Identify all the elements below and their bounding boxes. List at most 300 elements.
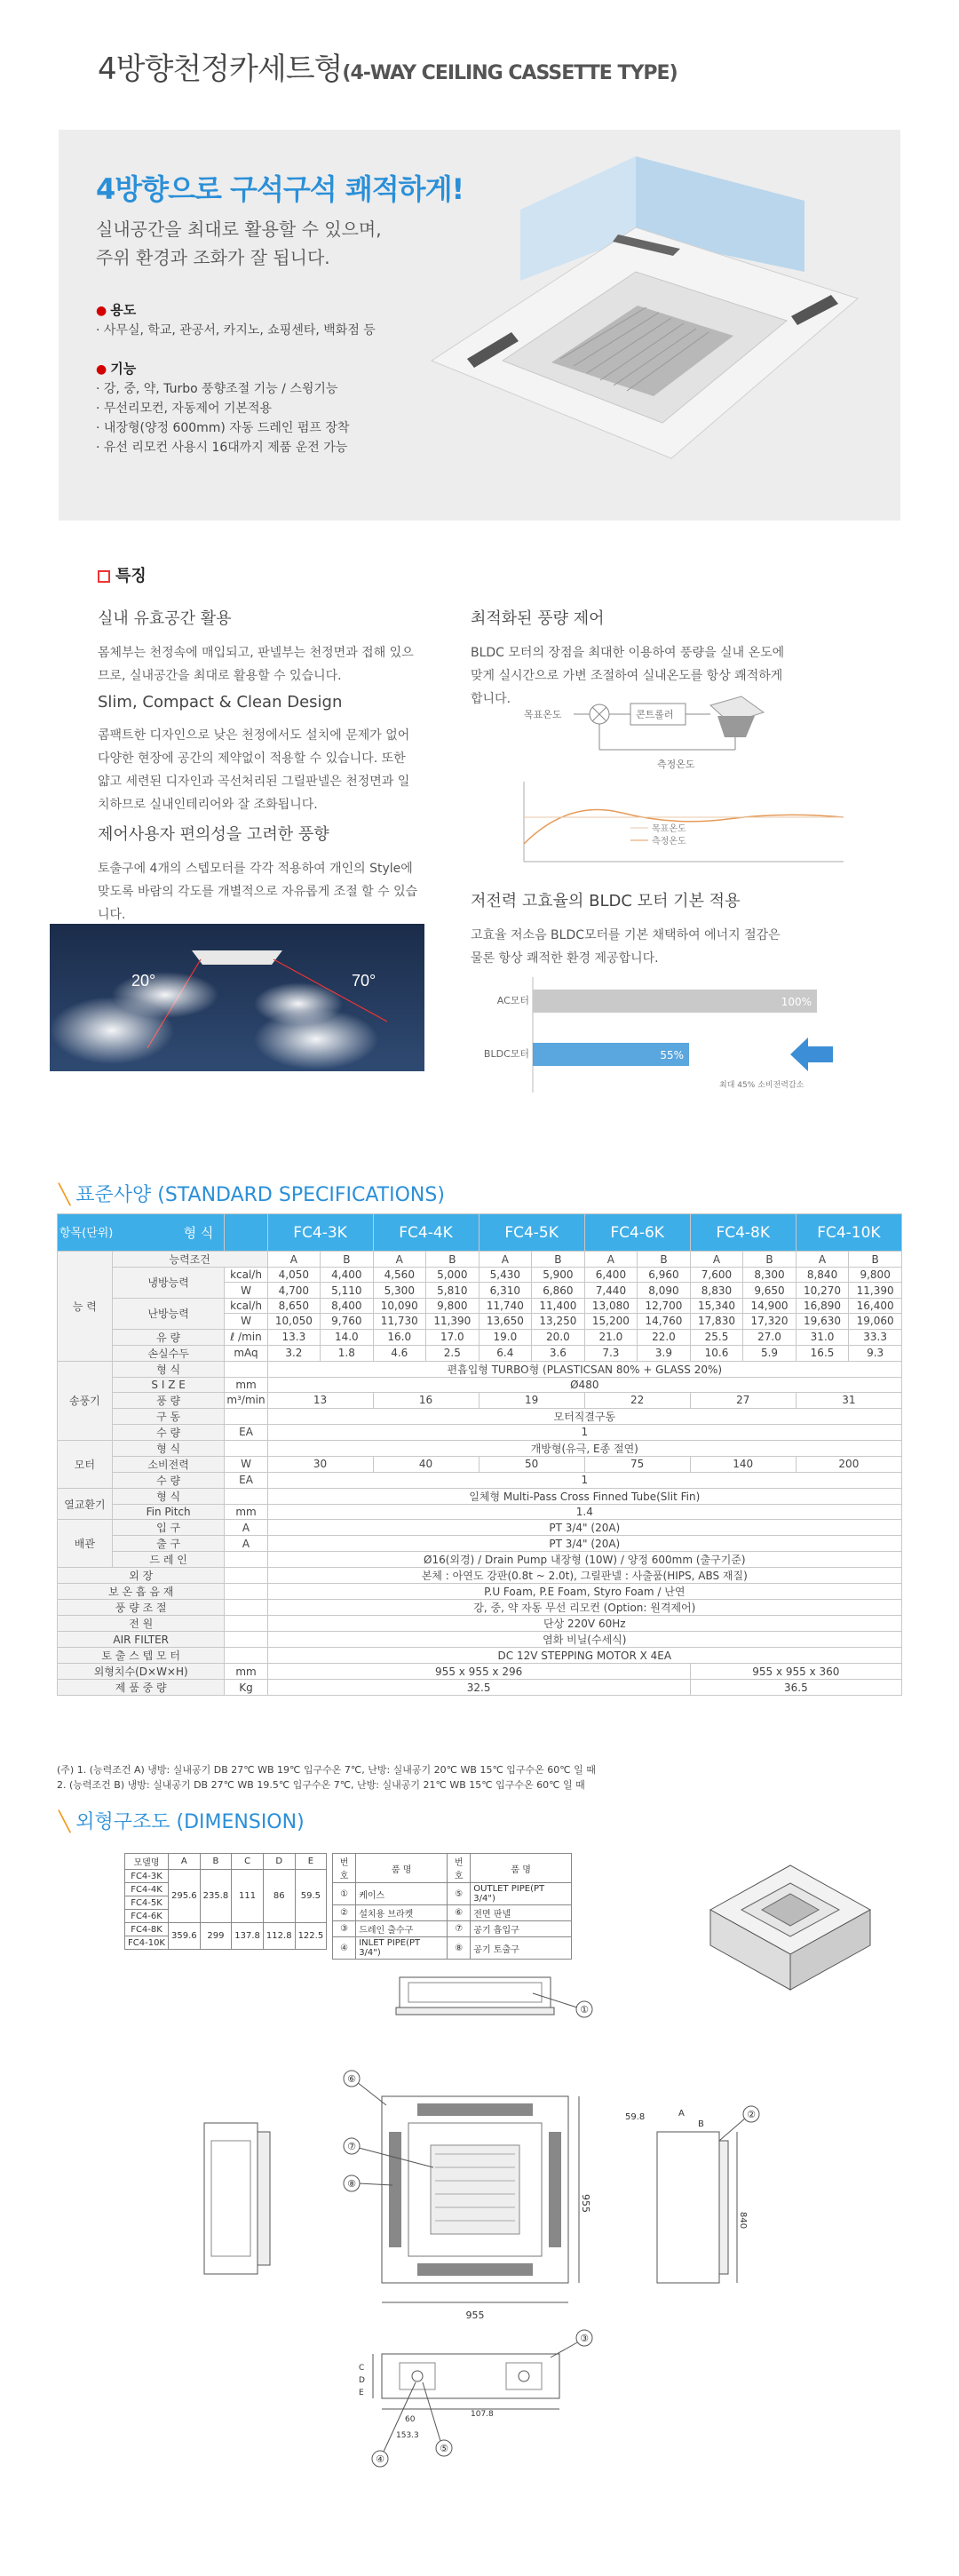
value-cell: 8,090 [638, 1283, 691, 1298]
value-cell: 14,900 [743, 1298, 797, 1313]
value-cell: 강, 중, 약 자동 무선 리모컨 (Option: 원격제어) [267, 1600, 901, 1616]
value-cell: 4,050 [267, 1268, 321, 1283]
value-cell: 32.5 [267, 1680, 690, 1696]
parts-cell: 공기 흡입구 [471, 1921, 572, 1937]
bullet-dot-icon: ● [96, 304, 107, 318]
value-cell: 14,760 [638, 1314, 691, 1329]
value-cell: 31.0 [796, 1329, 849, 1345]
function-item: 유선 리모컨 사용시 16대까지 제품 운전 가능 [103, 441, 348, 455]
spec-row-misc [58, 1632, 902, 1648]
value-cell: 16 [373, 1392, 479, 1408]
value-cell: 15,340 [690, 1298, 743, 1313]
bldc-motor-label: BLDC모터 [483, 1048, 529, 1060]
spec-cell-label: 수 량 [112, 1472, 225, 1488]
spec-cell-label: 전 원 [58, 1616, 225, 1632]
unit-cell: W [225, 1283, 267, 1298]
value-cell: 5,000 [426, 1268, 480, 1283]
unit-cell: kcal/h [225, 1298, 267, 1313]
unit-cell: W [225, 1314, 267, 1329]
unit-cell: kcal/h [225, 1268, 267, 1283]
dim-width-955: 955 [465, 2310, 485, 2321]
ab-cell: A [584, 1252, 638, 1268]
spec-row-motor-qty [58, 1472, 902, 1488]
unit-cell: EA [225, 1472, 267, 1488]
parts-cell: ② [333, 1905, 356, 1921]
value-cell: 955 x 955 x 360 [690, 1664, 901, 1680]
dim-value-cell: 359.6 [169, 1923, 201, 1950]
value-cell: 5.9 [743, 1345, 797, 1361]
pipe-group: 배관 [58, 1520, 113, 1568]
spec-head-item [58, 1214, 225, 1252]
value-cell: 5,110 [321, 1283, 373, 1298]
spec-model-header: FC4-4K [373, 1214, 479, 1252]
dim-model-cell: FC4-6K [125, 1910, 169, 1923]
value-cell: 17.0 [426, 1329, 480, 1345]
value-cell: 9.3 [849, 1345, 902, 1361]
side-view-drawing [391, 1963, 622, 2043]
feature-title: 최적화된 풍량 제어 [471, 609, 605, 628]
ab-cell: B [743, 1252, 797, 1268]
usage-block: ● 용도 · 사무실, 학교, 관공서, 카지노, 쇼핑센타, 백화점 등 [96, 302, 376, 338]
value-cell: 6,960 [638, 1268, 691, 1283]
parts-cell: ⑦ [448, 1921, 471, 1937]
spec-row-fan-type [58, 1361, 902, 1377]
value-cell: 11,390 [426, 1314, 480, 1329]
spec-cell-label: 구 동 [112, 1408, 225, 1424]
value-cell: 16,890 [796, 1298, 849, 1313]
value-cell: 7,440 [584, 1283, 638, 1298]
feature-text-line: 다양한 현장에 공간의 제약없이 적용할 수 있습니다. 또한 [98, 751, 406, 766]
spec-cell-label: 출 구 [112, 1536, 225, 1552]
value-cell: 17,830 [690, 1314, 743, 1329]
value-cell: 140 [690, 1456, 796, 1472]
usage-title: 용도 [110, 302, 137, 318]
spec-cell-label: 보 온 흡 음 재 [58, 1584, 225, 1600]
value-cell: 8,400 [321, 1298, 373, 1313]
spec-cell-label: 풍 량 [112, 1392, 225, 1408]
dim-153-3: 153.3 [396, 2431, 419, 2440]
value-cell: 19,060 [849, 1314, 902, 1329]
dim-value-cell: 59.5 [295, 1870, 327, 1923]
parts-cell: ④ [333, 1937, 356, 1960]
feature-text-line: 몸체부는 천정속에 매입되고, 판넬부는 천정면과 접해 있으 [98, 646, 414, 660]
bullet-dot-icon: ● [96, 362, 107, 377]
spec-row-pipe-in [58, 1520, 902, 1536]
value-cell: 7,600 [690, 1268, 743, 1283]
spec-cell-label: 형 식 [112, 1440, 225, 1456]
value-cell: 4.6 [373, 1345, 426, 1361]
value-cell: 10.6 [690, 1345, 743, 1361]
spec-model-header: FC4-6K [584, 1214, 690, 1252]
value-cell: 염화 비닐(수세식) [267, 1632, 901, 1648]
spec-row-fan-air [58, 1392, 902, 1408]
legend-measured-label: 측정온도 [652, 837, 686, 847]
value-cell: Ø16(외경) / Drain Pump 내장형 (10W) / 양정 600mm (출구기준) [267, 1552, 901, 1568]
spec-cell-label: 능력조건 [112, 1252, 267, 1268]
ab-cell: B [321, 1252, 373, 1268]
parts-head-cell: 번호 [448, 1854, 471, 1883]
dim-value-cell: 299 [200, 1923, 232, 1950]
spec-head-item-text: 항목(단위) [59, 1227, 114, 1240]
feature-title: 제어사용자 편의성을 고려한 풍향 [98, 825, 329, 844]
airflow-photo [50, 924, 424, 1071]
dim-height-955: 955 [580, 2194, 591, 2213]
feature-title: 저전력 고효율의 BLDC 모터 기본 적용 [471, 892, 741, 910]
value-cell: 14.0 [321, 1329, 373, 1345]
dim-d: D [359, 2376, 365, 2385]
spec-cell-label: 제 품 중 량 [58, 1680, 225, 1696]
unit-cell: mAq [225, 1345, 267, 1361]
dim-model-cell: FC4-3K [125, 1870, 169, 1883]
spec-cell-label: Fin Pitch [112, 1504, 225, 1519]
dim-value-cell: 295.6 [169, 1870, 201, 1923]
value-cell: 50 [479, 1456, 584, 1472]
feature-text-line: 맞도록 바람의 각도를 개별적으로 자유롭게 조절 할 수 있습 [98, 885, 418, 899]
callout-7: ⑦ [347, 2141, 356, 2152]
value-cell: 3.6 [532, 1345, 585, 1361]
value-cell: 200 [796, 1456, 901, 1472]
angle-right-label: 70° [352, 972, 376, 990]
value-cell: 10,270 [796, 1283, 849, 1298]
dim-840: 840 [738, 2212, 748, 2230]
dim-b: B [698, 2119, 704, 2129]
feature-text-line: 토출구에 4개의 스텝모터를 각각 적용하여 개인의 Style에 [98, 862, 413, 876]
ac-motor-label: AC모터 [496, 995, 529, 1006]
value-cell: 13,080 [584, 1298, 638, 1313]
value-cell: 1 [267, 1424, 901, 1440]
capacity-group: 능 력 [58, 1252, 113, 1362]
angle-left-label: 20° [131, 972, 156, 990]
value-cell: 11,740 [479, 1298, 532, 1313]
feature-text-line: 맞게 실시간으로 가변 조절하여 실내온도를 항상 쾌적하게 [471, 669, 783, 683]
spec-heading [59, 1180, 445, 1207]
value-cell: DC 12V STEPPING MOTOR X 4EA [267, 1648, 901, 1664]
value-cell: 4,700 [267, 1283, 321, 1298]
page-title-english: (4-WAY CEILING CASSETTE TYPE) [342, 62, 678, 84]
spec-row-misc [58, 1568, 902, 1584]
feature-title: Slim, Compact & Clean Design [98, 693, 343, 712]
value-cell: 9,760 [321, 1314, 373, 1329]
value-cell: 5,430 [479, 1268, 532, 1283]
dim-head-cell: 모델명 [125, 1854, 169, 1870]
spec-cell-label: 토 출 스 텝 모 터 [58, 1648, 225, 1664]
value-cell: 8,300 [743, 1268, 797, 1283]
spec-row-heat-kcal [58, 1298, 902, 1313]
spec-cell-label: AIR FILTER [58, 1632, 225, 1648]
value-cell: 6.4 [479, 1345, 532, 1361]
bldc-motor-value: 55% [660, 1049, 684, 1061]
dim-value-cell: 122.5 [295, 1923, 327, 1950]
parts-head-cell: 품 명 [471, 1854, 572, 1883]
spec-cell-label: 소비전력 [112, 1456, 225, 1472]
spec-model-header: FC4-10K [796, 1214, 901, 1252]
value-cell: 16.0 [373, 1329, 426, 1345]
spec-note-line: 2. (능력조건 B) 냉방: 실내공기 DB 27℃ WB 19.5℃ 입구수온 7℃, 난방: 실내공기 21℃ WB 15℃ 입구수온 60℃ 일 때 [57, 1779, 585, 1791]
right-elevation-drawing [622, 2105, 764, 2301]
value-cell: 편흡입형 TURBO형 (PLASTICSAN 80% + GLASS 20%) [267, 1361, 901, 1377]
value-cell: 3.2 [267, 1345, 321, 1361]
energy-saving-arrow-icon [790, 1038, 833, 1071]
dim-model-cell: FC4-8K [125, 1923, 169, 1936]
dim-value-cell: 137.8 [232, 1923, 264, 1950]
hero-lead [96, 215, 382, 272]
value-cell: 본체 : 아연도 강판(0.8t ~ 2.0t), 그릴판넬 : 사출품(HIPS, ABS 재질) [267, 1568, 901, 1584]
parts-cell: ⑤ [448, 1883, 471, 1905]
callout-1: ① [580, 2004, 589, 2015]
control-diagram [497, 693, 852, 871]
dim-model-cell: FC4-10K [125, 1936, 169, 1950]
value-cell: 16.5 [796, 1345, 849, 1361]
fan-group: 송풍기 [58, 1361, 113, 1440]
ab-cell: A [479, 1252, 532, 1268]
value-cell: P.U Foam, P.E Foam, Styro Foam / 난연 [267, 1584, 901, 1600]
control-target-label: 목표온도 [524, 709, 562, 720]
value-cell: 13,650 [479, 1314, 532, 1329]
feature-text-line: 물론 항상 쾌적한 환경 제공합니다. [471, 951, 659, 966]
spec-row-fan-drive [58, 1408, 902, 1424]
spec-model-header: FC4-8K [690, 1214, 796, 1252]
value-cell: 3.9 [638, 1345, 691, 1361]
value-cell: 27.0 [743, 1329, 797, 1345]
value-cell: PT 3/4" (20A) [267, 1536, 901, 1552]
spec-row-fan-size [58, 1377, 902, 1392]
motor-group: 모터 [58, 1440, 113, 1488]
parts-cell: OUTLET PIPE(PT 3/4") [471, 1883, 572, 1905]
value-cell: 6,400 [584, 1268, 638, 1283]
ab-cell: A [690, 1252, 743, 1268]
left-elevation-drawing [186, 2114, 284, 2283]
hero-lead-line: 주위 환경과 조화가 잘 됩니다. [96, 247, 330, 268]
function-item: 내장형(양정 600mm) 자동 드레인 펌프 장착 [103, 421, 350, 435]
unit-cell: Kg [225, 1680, 267, 1696]
callout-3: ③ [580, 2333, 589, 2344]
value-cell: 5,900 [532, 1268, 585, 1283]
value-cell: 7.3 [584, 1345, 638, 1361]
value-cell: 1 [267, 1472, 901, 1488]
parts-cell: 전면 판넬 [471, 1905, 572, 1921]
dimension-heading-text: 외형구조도 (DIMENSION) [75, 1811, 305, 1833]
saving-note: 최대 45% 소비전력감소 [719, 1081, 804, 1090]
control-controller-label: 콘트롤러 [636, 709, 674, 720]
dim-59-8: 59.8 [625, 2112, 646, 2122]
unit-cell: ℓ /min [225, 1329, 267, 1345]
plan-view-drawing [320, 2070, 591, 2336]
spec-row-hex-type [58, 1488, 902, 1504]
spec-row-cool-kcal [58, 1268, 902, 1283]
spec-cell-label: S I Z E [112, 1377, 225, 1392]
feature-text-line: 치하므로 실내인테리어와 잘 조화됩니다. [98, 798, 318, 812]
value-cell: 27 [690, 1392, 796, 1408]
dim-60: 60 [405, 2415, 416, 2424]
parts-cell: 케이스 [356, 1883, 448, 1905]
dim-head-cell: B [200, 1854, 232, 1870]
value-cell: 4,400 [321, 1268, 373, 1283]
motor-comparison-chart [483, 977, 852, 1110]
dim-head-cell: D [263, 1854, 295, 1870]
dim-head-cell: C [232, 1854, 264, 1870]
slash-marker-icon: ╲ [59, 1184, 71, 1206]
unit-cell: A [225, 1520, 267, 1536]
hero-headline: 4방향으로 구석구석 쾌적하게! [96, 172, 464, 206]
spec-model-header: FC4-3K [267, 1214, 373, 1252]
value-cell: 21.0 [584, 1329, 638, 1345]
spec-row-loss [58, 1345, 902, 1361]
value-cell: 30 [267, 1456, 373, 1472]
page-title-korean: 4방향천정카세트형 [98, 52, 343, 87]
unit-cell: W [225, 1456, 267, 1472]
slash-marker-icon: ╲ [59, 1811, 71, 1833]
callout-8: ⑧ [347, 2178, 356, 2190]
hex-group: 열교환기 [58, 1488, 113, 1519]
spec-row-condition [58, 1252, 902, 1268]
dim-value-cell: 86 [263, 1870, 295, 1923]
ac-motor-value: 100% [781, 996, 812, 1008]
feature-design [98, 693, 453, 816]
ab-cell: A [267, 1252, 321, 1268]
unit-cell: mm [225, 1504, 267, 1519]
value-cell: 9,800 [426, 1298, 480, 1313]
spec-cell-label: 형 식 [112, 1361, 225, 1377]
spec-row-motor-type [58, 1440, 902, 1456]
value-cell: 8,840 [796, 1268, 849, 1283]
ab-cell: A [796, 1252, 849, 1268]
spec-cell-label: 수 량 [112, 1424, 225, 1440]
parts-cell: ⑧ [448, 1937, 471, 1960]
hero-lead-line: 실내공간을 최대로 활용할 수 있으며, [96, 219, 382, 240]
value-cell: 17,320 [743, 1314, 797, 1329]
dim-model-cell: FC4-4K [125, 1883, 169, 1896]
parts-cell: 공기 토출구 [471, 1937, 572, 1960]
value-cell: 11,730 [373, 1314, 426, 1329]
spec-row-hex-pitch [58, 1504, 902, 1519]
value-cell: 12,700 [638, 1298, 691, 1313]
cassette-unit-illustration [414, 139, 876, 512]
page-title [98, 44, 678, 88]
spec-row-misc [58, 1648, 902, 1664]
value-cell: 19.0 [479, 1329, 532, 1345]
parts-table [332, 1853, 572, 1960]
square-marker-icon [98, 570, 110, 583]
feature-airflow [98, 822, 453, 926]
callout-2: ② [747, 2109, 756, 2120]
dimension-heading [59, 1807, 305, 1834]
loss-label: 손실수두 [112, 1345, 225, 1361]
parts-cell: 설치용 브라켓 [356, 1905, 448, 1921]
spec-row-misc [58, 1600, 902, 1616]
function-item: 강, 중, 약, Turbo 풍향조절 기능 / 스윙기능 [103, 382, 338, 396]
value-cell: 2.5 [426, 1345, 480, 1361]
unit-cell: mm [225, 1664, 267, 1680]
value-cell: 22.0 [638, 1329, 691, 1345]
value-cell: 75 [584, 1456, 690, 1472]
value-cell: 33.3 [849, 1329, 902, 1345]
spec-head-spacer [225, 1214, 267, 1252]
ab-cell: B [849, 1252, 902, 1268]
unit-cell: m³/min [225, 1392, 267, 1408]
parts-cell: ① [333, 1883, 356, 1905]
spec-row-weight [58, 1680, 902, 1696]
unit-cell: A [225, 1536, 267, 1552]
value-cell: 16,400 [849, 1298, 902, 1313]
value-cell: 11,400 [532, 1298, 585, 1313]
feature-text-line: 합니다. [471, 692, 511, 706]
value-cell: 9,800 [849, 1268, 902, 1283]
flow-label: 유 량 [112, 1329, 225, 1345]
feature-text-line: BLDC 모터의 장점을 최대한 이용하여 풍량을 실내 온도에 [471, 646, 785, 660]
dim-value-cell: 112.8 [263, 1923, 295, 1950]
ac-motor-bar [533, 990, 817, 1013]
ab-cell: B [638, 1252, 691, 1268]
features-title: 특징 [115, 567, 147, 585]
spec-row-dimensions [58, 1664, 902, 1680]
value-cell: 13,250 [532, 1314, 585, 1329]
spec-row-pipe-drain [58, 1552, 902, 1568]
feature-space [98, 606, 453, 688]
hero-banner [59, 130, 900, 521]
dim-e: E [359, 2389, 364, 2397]
callout-5: ⑤ [440, 2443, 448, 2454]
spec-cell-label: 드 레 인 [112, 1552, 225, 1568]
dim-head-cell: E [295, 1854, 327, 1870]
feature-bldc [471, 888, 844, 970]
value-cell: 22 [584, 1392, 690, 1408]
parts-cell: INLET PIPE(PT 3/4") [356, 1937, 448, 1960]
parts-head-cell: 번호 [333, 1854, 356, 1883]
dim-107-8: 107.8 [471, 2410, 494, 2419]
callout-6: ⑥ [347, 2073, 356, 2085]
cool-label: 냉방능력 [112, 1268, 225, 1299]
dim-head-cell: A [169, 1854, 201, 1870]
value-cell: 1.4 [267, 1504, 901, 1519]
value-cell: 1.8 [321, 1345, 373, 1361]
spec-cell-label: 풍 량 조 절 [58, 1600, 225, 1616]
parts-head-cell: 품 명 [356, 1854, 448, 1883]
value-cell: 19,630 [796, 1314, 849, 1329]
value-cell: 10,090 [373, 1298, 426, 1313]
spec-cell-label: 외 장 [58, 1568, 225, 1584]
function-block: ● 기능 · 강, 중, 약, Turbo 풍향조절 기능 / 스윙기능 · 무선리모컨, 자동제어 기본적용 · 내장형(양정 600mm) 자동 드레인 펌프 장착 · 유선 리모컨 사용시 16대까지 제품 운전 가능 [96, 361, 350, 455]
control-measured-label: 측정온도 [657, 759, 695, 770]
value-cell: 20.0 [532, 1329, 585, 1345]
spec-table [57, 1213, 902, 1696]
unit-cell: EA [225, 1424, 267, 1440]
heat-label: 난방능력 [112, 1298, 225, 1329]
value-cell: 5,810 [426, 1283, 480, 1298]
value-cell: 일체형 Multi-Pass Cross Finned Tube(Slit Fin) [267, 1488, 901, 1504]
value-cell: PT 3/4" (20A) [267, 1520, 901, 1536]
spec-model-header: FC4-5K [479, 1214, 584, 1252]
ab-cell: B [426, 1252, 480, 1268]
unit-cell: mm [225, 1377, 267, 1392]
value-cell: 15,200 [584, 1314, 638, 1329]
spec-row-motor-power [58, 1456, 902, 1472]
value-cell: 10,050 [267, 1314, 321, 1329]
dim-model-cell: FC4-5K [125, 1896, 169, 1910]
spec-cell-label: 외형치수(D×W×H) [58, 1664, 225, 1680]
value-cell: 6,860 [532, 1283, 585, 1298]
value-cell: 40 [373, 1456, 479, 1472]
value-cell: 5,300 [373, 1283, 426, 1298]
feature-text-line: 니다. [98, 908, 126, 922]
value-cell: 개방형(유극, E종 절연) [267, 1440, 901, 1456]
feature-title: 실내 유효공간 활용 [98, 609, 232, 628]
value-cell: 19 [479, 1392, 584, 1408]
ab-cell: B [532, 1252, 585, 1268]
value-cell: 31 [796, 1392, 901, 1408]
spec-row-misc [58, 1584, 902, 1600]
feature-text-line: 콤팩트한 디자인으로 낮은 천정에서도 설치에 문제가 없어 [98, 728, 410, 743]
value-cell: 36.5 [690, 1680, 901, 1696]
